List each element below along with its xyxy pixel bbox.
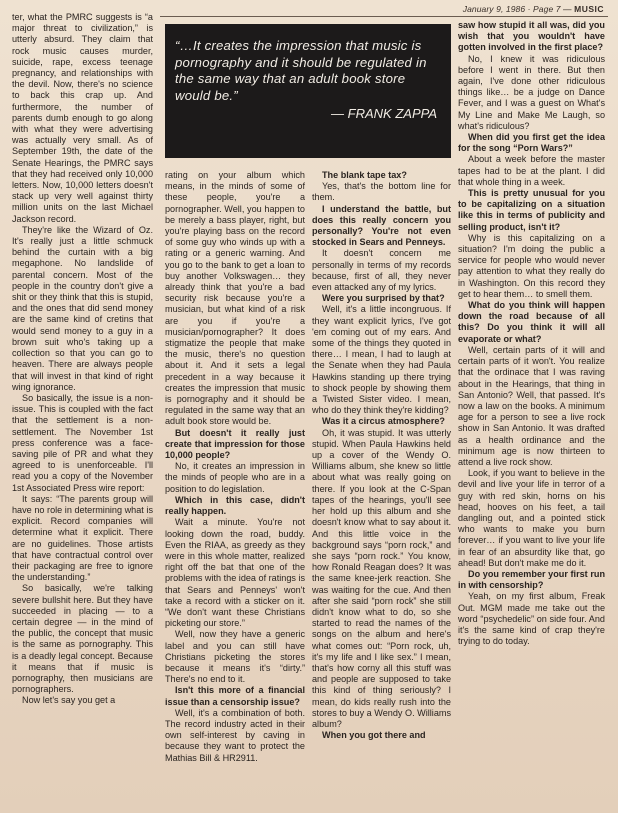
pull-quote — [165, 24, 451, 158]
article-paragraph: Well, it's a combination of both. The record industry acted in their own self-interest by caving in because they want to protect the Mathias Bill & HR2911. — [165, 707, 305, 763]
article-paragraph: ter, what the PMRC suggests is “a major threat to civilization,” is utterly absurd. They claim that rock music causes murder, suicide, rape, excess teenage pregnancy, and relationships with the devil. Now, there's no science to back this crap up. And furthermore, the number of parents dumb enough to go along with what they were advertising was actually very small. As of September 19th, the date of the Senate Hearings, the PMRC says that they had received only 10,000 letters. Now, 10,000 letters doesn't stack up very well against thirty million units on the last Michael Jackson record. — [12, 12, 153, 224]
article-column-1 — [12, 12, 153, 807]
article-paragraph: rating on your album which means, in the minds of some of these people, you're a pornographer. Well, you happen to be merely a bass player, right, but you're playing bass on the record of some guy who winds up with a rating or a generic warning. And you go to the bank to get a loan to buy another Volkswagen… they already think that you're a bad security risk because you're a musician, but what kind of a risk are you if you're a musician/pornographer? It does stigmatize the people that make the music, there's no question about it. And it sets a legal precedent in a way because it creates the impression that music is pornography and it should be regulated in the same way that an adult book store would be. — [165, 170, 305, 427]
article-paragraph: Now let's say you get a — [22, 695, 116, 706]
article-paragraph: No, it creates an impression in the minds of people who are in a position to do legislation. — [165, 461, 305, 494]
header-date-page: January 9, 1986 · Page 7 — — [462, 4, 572, 14]
article-paragraph: Well, certain parts of it will and certain parts of it won't. You realize that the ordinace that I was raving about in the Hearings, that thing in San Antonio? Well, that passed. It's now a law on the books. A minimum age for a person to see a live rock show in San Antonio. It was drafted as a health ordinance and the minimum age is now thirteen to attend a live rock show. — [458, 344, 605, 467]
interview-question: But doesn't it really just create that impression for those 10,000 people? — [165, 427, 305, 461]
pull-quote-text: “…It creates the impression that music is pornography and it should be regulated in the same way that an adult book store would be.” — [175, 38, 427, 103]
interview-question: Do you remember your first run in with censorship? — [458, 568, 605, 591]
interview-question: I understand the battle, but does this really concern you personally? You're not even stocked in Sears and Penneys. — [312, 203, 451, 248]
header-section: MUSIC — [574, 4, 604, 14]
article-paragraph: It says: “The parents group will have no role in determining what is explicit. Record companies will determine what it explicit. There are no guidelines. Those artists that have contractual control over their packaging are free to ignore the understanding.” — [12, 493, 153, 583]
article-paragraph: Yeah, on my first album, Freak Out. MGM made me take out the word “psychedelic” on side four. And it's the same kind of crap they're trying to do today. — [458, 591, 605, 647]
article-paragraph: So basically, we're talking severe bullshit here. But they have succeeded in placing — to a certain degree — in the mind of the public, the concept that music is the same as pornography. This is a deadly legal concept. Because it means that if music is pornography, then musicians are pornographers. — [12, 583, 153, 695]
article-paragraph: Look, if you want to believe in the devil and live your life in terror of a guy with red skin, horns on his head, hooves on his feet, a tail dangling out, and a pointed stick who wants to make you burn forever… if you want to live your life in fear of an absurdity like that, go ahead! But don't make me do it. — [458, 468, 605, 568]
page-header — [463, 4, 604, 14]
article-column-2 — [165, 170, 305, 810]
interview-question: What do you think will happen down the road because of all this? Do you think it will all evaporate or what? — [458, 300, 605, 344]
article-paragraph: They're like the Wizard of Oz. It's really just a little schmuck behind the curtain with a big megaphone. No landslide of parental concern. Most of the people in the country don't give a shit or they think that this is stupid, and the ones that did send money are the same kind of cretins that would send money to a guy in a brown suit who's taking up a collection so that you can go to heaven. There are always people that will invest in that kind of right wing ignorance. — [12, 224, 153, 392]
article-column-3 — [312, 170, 451, 810]
interview-question: Which in this case, didn't really happen. — [165, 494, 305, 517]
interview-question: This is pretty unusual for you to be capitalizing on a situation like this in terms of publicity and selling product, isn't it? — [458, 188, 605, 232]
article-paragraph: Wait a minute. You're not looking down the road, buddy. Even the RIAA, as greedy as they were in this whole matter, realized right off the bat that one of the problems with the idea of ratings is that Sears and Penneys' won't take a record with a sticker on it. “We don't want these Christians picketing our store.” — [165, 517, 305, 629]
article-paragraph: Oh, it was stupid. It was utterly stupid. When Paula Hawkins held up a cover of the Wendy O. Williams album, she knew so little about what was really going on there. If you look at the C-Span tapes of the hearings, you'll see her hold up this album and she doesn't know what to say about it. And this little voice in the background says “porn rock,” and she says “porn rock.” You know, how Ronald Reagan does? It was the same knee-jerk reaction. She was waiting for the cue. And then after she said “porn rock” she still didn't know what to do, so she started to read the names of the songs on the album and here's what comes out: “Porn rock, uh, it's my life and I like sex.” I mean, that's how corny all this stuff was and people are supposed to take this kind of thing seriously? I mean, do kids really rush into the stores to buy a Wendy O. Williams album? — [312, 427, 451, 729]
article-paragraph: No, I knew it was ridiculous before I went in there. But then again, I've done other ridiculous things like… be a judge on Dance Fever, and I was a guest on What's My Line and Make Me Laugh, so what's ridiculous? — [458, 53, 605, 131]
interview-question: The blank tape tax? — [322, 170, 407, 180]
interview-question: Was it a circus atmosphere? — [322, 416, 445, 427]
article-paragraph: Why is this capitalizing on a situation? I'm doing the public a service for people who would never pay attention to what they really do in Washington. On this record they get to hear them… to smell them. — [458, 232, 605, 299]
interview-question: When you got there and — [322, 730, 426, 741]
article-paragraph: So basically, the issue is a non-issue. This is coupled with the fact that the settlement is a non-settlement. The November 1st press conference was a face-saving pile of PR and what they agreed to is unenforceable. I'll read you a copy of the November 1st Associated Press wire report: — [12, 392, 153, 493]
article-paragraph: About a week before the master tapes had to be at the plant. I did that whole thing in a week. — [458, 154, 605, 187]
article-paragraph: Well, it's a little incongruous. If they want explicit lyrics, I've got 'em coming out of my ears. And some of the things they quoted in there… I mean, I had to laugh at the Senate when they had Paula Hawkins standing up there trying to shock people by showing them a Twisted Sister video. I mean, who do they think they're kidding? — [312, 304, 451, 416]
header-rule — [160, 16, 608, 17]
article-column-4 — [458, 20, 605, 810]
article-paragraph: It doesn't concern me personally in terms of my records because, first of all, they never even attacked any of my lyrics. — [312, 248, 451, 293]
interview-question: Isn't this more of a financial issue than a censorship issue? — [165, 685, 305, 707]
interview-question: When did you first get the idea for the song “Porn Wars?” — [458, 132, 605, 154]
pull-quote-attribution: — FRANK ZAPPA — [331, 106, 437, 121]
interview-question: Were you surprised by that? — [322, 293, 445, 304]
article-paragraph: Yes, that's the bottom line for them. — [312, 181, 451, 203]
interview-question: saw how stupid it all was, did you wish that you wouldn't have gotten involved in the first place? — [458, 20, 605, 53]
article-paragraph: Well, now they have a generic label and you can still have Christians picketing the stores because it means it's “dirty.” There's no end to it. — [165, 629, 305, 685]
